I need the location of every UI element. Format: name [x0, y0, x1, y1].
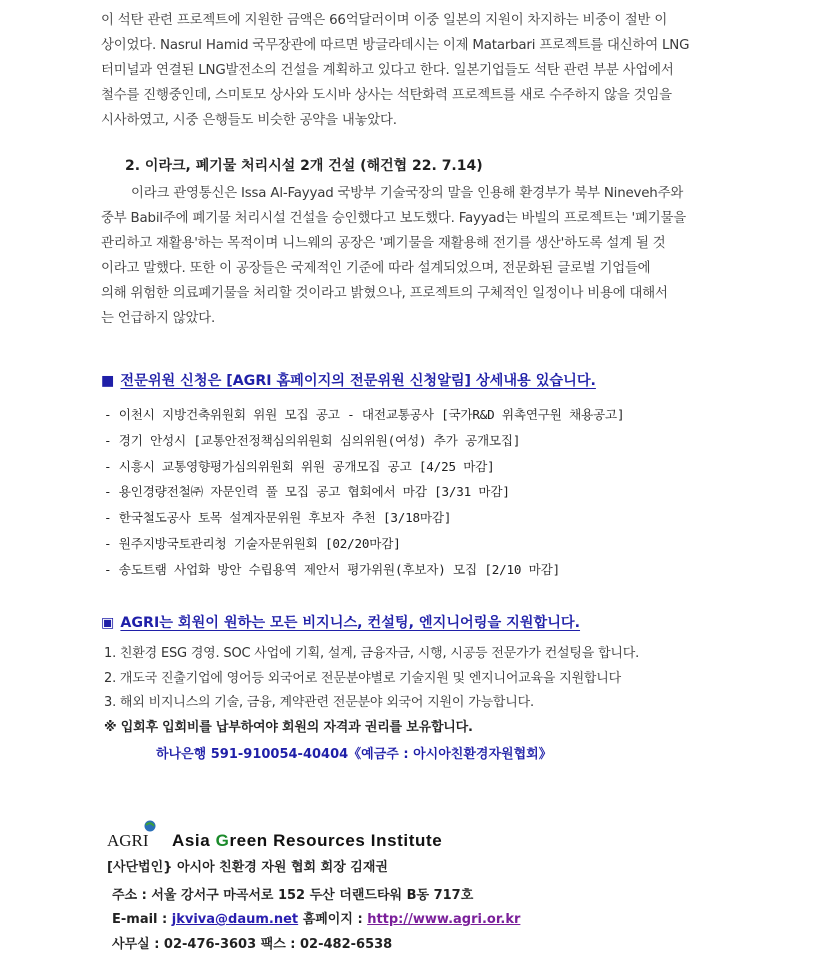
list-item: - 원주지방국토관리청 기술자문위원회 [02/20마감] [104, 535, 401, 551]
iraq-paragraph [101, 181, 756, 331]
support-heading-text: AGRI는 회원이 원하는 모든 비지니스, 컨설팅, 엔지니어링을 지원합니다. [120, 615, 581, 631]
text-line: 이라크 관영통신은 Issa Al-Fayyad 국방부 기술국장의 말을 인용해 환경부가 북부 Nineveh주와 [131, 186, 684, 201]
text-line: 상이었다. Nasrul Hamid 국무장관에 따르면 방글라데시는 이제 Matarbari 프로젝트를 대신하여 LNG [101, 38, 690, 53]
text-line: 중부 Babil주에 폐기물 처리시설 건설을 승인했다고 보도했다. Fayyad는 바빌의 프로젝트는 '폐기물을 [101, 211, 686, 226]
list-item: 2. 개도국 진출기업에 영어등 외국어로 전문분야별로 기술지원 및 엔지니어교육을 지원합니다 [104, 670, 621, 686]
org-korean-name: [사단법인} 아시아 친환경 자원 협회 회장 김재권 [107, 860, 388, 875]
address: 주소 : 서울 강서구 마곡서로 152 두산 더랜드타워 B동 717호 [112, 888, 474, 903]
email-link[interactable]: jkviva@daum.net [171, 912, 299, 927]
list-item: - 한국철도공사 토목 설계자문위원 후보자 추천 [3/18마감] [104, 510, 452, 526]
list-item: 3. 해외 비지니스의 기술, 금융, 계약관련 전문분야 외국어 지원이 가능합니다. [104, 695, 534, 710]
phone-fax: 사무실 : 02-476-3603 팩스 : 02-482-6538 [112, 937, 393, 952]
org-en-prefix: Asia [172, 831, 216, 850]
experts-list [104, 402, 624, 583]
text-line: 이 석탄 관련 프로젝트에 지원한 금액은 66억달러이며 이중 일본의 지원이 차지하는 비중이 절반 이 [101, 13, 668, 28]
text-line: 는 언급하지 않았다. [101, 311, 216, 326]
contact-line [112, 908, 520, 927]
experts-heading[interactable] [101, 370, 596, 390]
list-item: - 이천시 지방건축위원회 위원 모집 공고 - 대전교통공사 [국가R&D 위촉연구원 채용공고] [104, 407, 625, 422]
membership-note: ※ 입회후 입회비를 납부하여야 회원의 자격과 권리를 보유합니다. [104, 719, 473, 735]
text-line: 터미널과 연결된 LNG발전소의 건설을 계획하고 있다고 한다. 일본기업들도 석탄 관련 부분 사업에서 [101, 63, 674, 78]
list-item: - 용인경량전철㈜ 자문인력 풀 모집 공고 협회에서 마감 [3/31 마감] [104, 484, 510, 500]
text-line: 철수를 진행중인데, 스미토모 상사와 도시바 상사는 석탄화력 프로젝트를 새로 수주하지 않을 것임을 [101, 88, 672, 103]
intro-paragraph [101, 8, 756, 133]
text-line: 시사하였고, 시중 은행들도 비슷한 공약을 내놓았다. [101, 113, 397, 128]
homepage-label: 홈페이지 : [302, 912, 363, 927]
bank-account: 하나은행 591-910054-40404《예금주 : 아시아친환경자원협회》 [156, 747, 552, 762]
support-list [104, 642, 639, 740]
text-line: 이라고 말했다. 또한 이 공장들은 국제적인 기준에 따라 설계되었으며, 전문화된 글로벌 기업들에 [101, 261, 651, 276]
org-english-name [172, 831, 442, 851]
list-item: - 경기 안성시 [교통안전정책심의위원회 심의위원(여성) 추가 공개모집] [104, 432, 521, 448]
iraq-section-heading: 2. 이라크, 폐기물 처리시설 2개 건설 (해건협 22. 7.14) [125, 158, 483, 174]
homepage-link[interactable]: http://www.agri.or.kr [367, 912, 521, 927]
list-item: 1. 친환경 ESG 경영. SOC 사업에 기획, 설계, 금융자금, 시행, 시공등 전문가가 컨설팅을 합니다. [104, 646, 640, 661]
support-heading [101, 612, 580, 632]
text-line: 의해 위험한 의료폐기물을 처리할 것이라고 밝혔으나, 프로젝트의 구체적인 일정이나 비용에 대해서 [101, 286, 668, 301]
list-item: - 시흥시 교통영향평가심의위원회 위원 공개모집 공고 [4/25 마감] [104, 458, 495, 474]
email-label: E-mail : [112, 912, 168, 927]
boxed-square-icon: ▣ [101, 615, 115, 631]
org-en-g: G [215, 831, 230, 850]
experts-heading-text: 전문위원 신청은 [AGRI 홈페이지의 전문위원 신청알림] 상세내용 있습니다. [120, 373, 596, 389]
square-bullet-icon: ■ [101, 373, 115, 389]
list-item: - 송도트램 사업화 방안 수립용역 제안서 평가위원(후보자) 모집 [2/10 마감] [104, 561, 560, 577]
agri-logo [107, 820, 159, 850]
org-en-suffix: reen Resources Institute [229, 831, 443, 850]
logo-text: AGRI [107, 831, 149, 850]
text-line: 관리하고 재활용'하는 목적이며 니느웨의 공장은 '폐기물을 재활용해 전기를 생산'하도록 설계 될 것 [101, 236, 666, 251]
